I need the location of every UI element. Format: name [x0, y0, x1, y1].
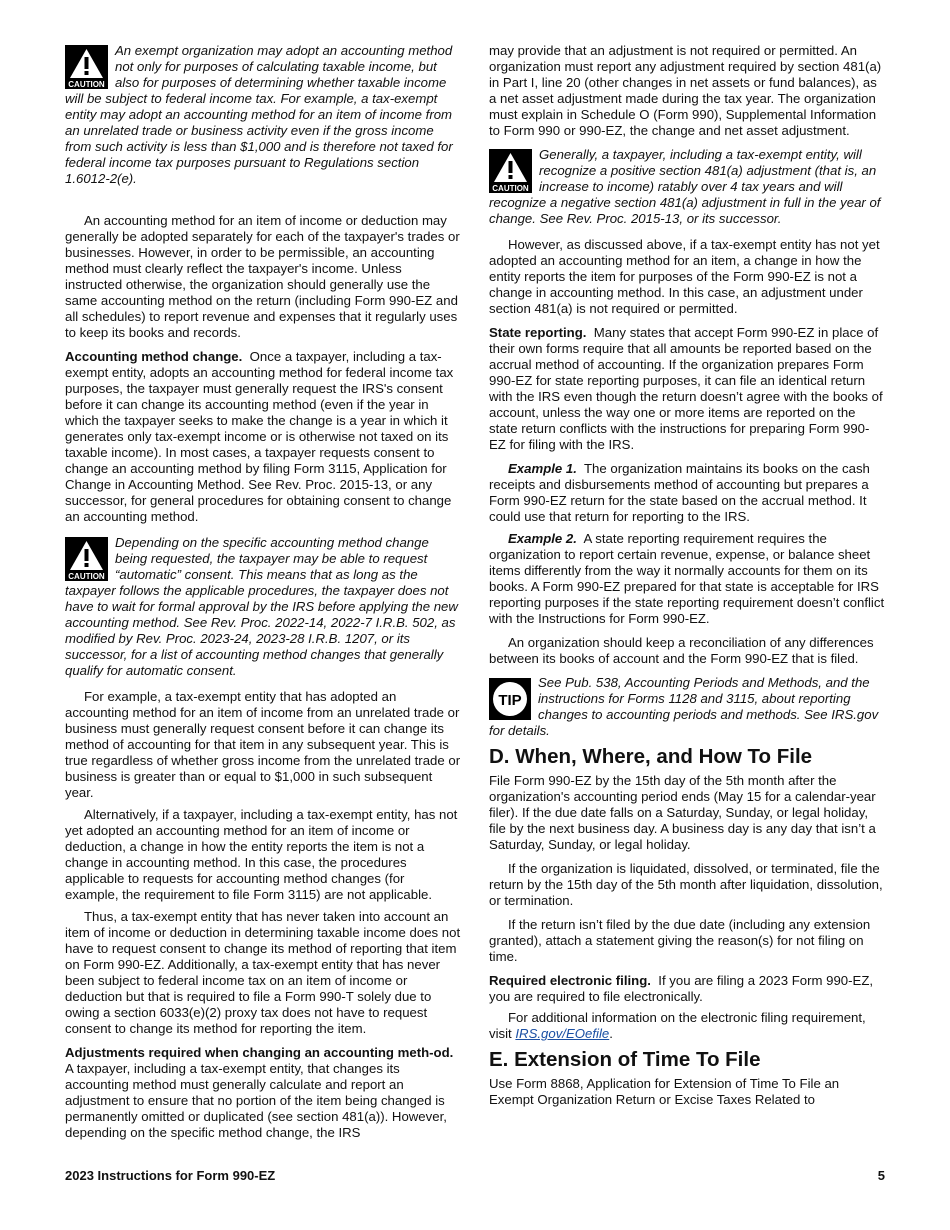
paragraph-body: For additional information on the electronic filing requirement, visit: [489, 1010, 866, 1041]
caution-note: [65, 535, 461, 679]
caution-text: Generally, a taxpayer, including a tax-exempt entity, will recognize a positive section 481(a) adjustment (that is, an increase to income) ratably over 4 tax years and will recognize a negative section 481(a) adjustment in full in the year of change. See Rev. Proc. 2015-13, or its successor.: [489, 147, 881, 226]
paragraph: [489, 461, 885, 525]
paragraph: [489, 531, 885, 627]
period: .: [609, 1026, 613, 1041]
paragraph-body: If you are filing a 2023 Form 990-EZ, you are required to file electronically.: [489, 973, 874, 1004]
paragraph: If the organization is liquidated, dissolved, or terminated, file the return by the 15th day of the 5th month after liquidation, dissolution, or termination.: [489, 861, 883, 908]
caution-text: Depending on the specific accounting method change being requested, the taxpayer may be able to request “automatic” consent. This means that as long as the taxpayer follows the applicable procedures, the taxpayer does not have to wait for formal approval by the IRS before applying the new accounting method. See Rev. Proc. 2022-14, 2022-7 I.R.B. 502, as modified by Rev. Proc. 2023-24, 2023-28 I.R.B. 1207, or its successor, for a list of accounting method changes that generally qualify for automatic consent.: [65, 535, 458, 678]
caution-icon: [65, 45, 108, 89]
tip-note: [489, 675, 885, 739]
paragraph: [489, 973, 885, 1005]
paragraph: Alternatively, if a taxpayer, including a tax-exempt entity, has not yet adopted an accounting method for an item of income or deduction, a change in how the entity reports the item is not a change in accounting method. In this case, the procedures applicable to requests for accounting method changes (for example, the requirement to file Form 3115) are not applicable.: [65, 807, 458, 902]
paragraph-body: A taxpayer, including a tax-exempt entity, that changes its accounting method must generally calculate and report an adjustment to ensure that no portion of the item being changed is permanently omitted or duplicated (see section 481(a)). However, depending on the specific method change, the IRS: [65, 1061, 447, 1140]
paragraph: File Form 990-EZ by the 15th day of the 5th month after the organization's accounting period ends (May 15 for a calendar-year filer). If the due date falls on a Saturday, Sunday, or legal holiday, file by the next business day. A business day is any day that isn’t a Saturday, Sunday, or legal holiday.: [489, 773, 876, 852]
paragraph-body: Many states that accept Form 990-EZ in place of their own forms require that all amounts be reported based on the accrual method of accounting. If the organization prepares Form 990-EZ for state reporting purposes, it can file an identical return with the IRS even though the return doesn’t agree with the books of account, unless the way one or more items are reported on the state return conflicts with the instructions for preparing Form 990-EZ for filing with the IRS.: [489, 325, 883, 452]
right-column: [489, 43, 885, 1108]
caution-icon-label: CAUTION: [68, 80, 105, 89]
tip-icon: [489, 678, 531, 720]
run-in-heading: Accounting method change.: [65, 349, 243, 364]
paragraph: [489, 325, 885, 453]
paragraph: For example, a tax-exempt entity that has adopted an accounting method for an item of income from an unrelated trade or business must generally request consent before it can change its method of accounting for that item in any subsequent year. This is true regardless of whether gross income from the unrelated trade or business is greater than or equal to $1,000 in such subsequent year.: [65, 689, 461, 800]
caution-note: [65, 43, 461, 187]
caution-text: An exempt organization may adopt an accounting method not only for purposes of calculating taxable income, but also for purposes of determining whether taxable income will be subject to federal income tax. For example, a tax-exempt entity may adopt an accounting method for an item of income from an unrelated trade or business activity even if the gross income from such activity is less than $1,000 and is therefore not taxed for federal income tax purposes pursuant to Regulations section 1.6012-2(e).: [65, 43, 453, 186]
paragraph: [65, 1045, 461, 1141]
paragraph: If the return isn’t filed by the due date (including any extension granted), attach a statement giving the reason(s) for not filing on time.: [489, 917, 871, 964]
page-number: 5: [877, 1168, 885, 1183]
paragraph: Thus, a tax-exempt entity that has never taken into account an item of income or deduction in determining taxable income does not have to request consent to change its method of reporting that item on Form 990-EZ. Additionally, a tax-exempt entity that has never been subject to federal income tax on an item of income or deduction but that is required to file a Form 990-T solely due to owing a section 6033(e)(2) proxy tax does not have to request consent to change its method for reporting the item.: [65, 909, 461, 1036]
paragraph: [65, 349, 461, 525]
paragraph: may provide that an adjustment is not required or permitted. An organization must report any adjustment required by section 481(a) in Part I, line 20 (other changes in net assets or fund balances), as a net asset adjustment made during the tax year. The organization must explain in Schedule O (Form 990), Supplemental Information to Form 990 or 990-EZ, the change and net asset adjustment.: [489, 43, 882, 138]
paragraph: An organization should keep a reconciliation of any differences between its books of account and the Form 990-EZ that is filed.: [489, 635, 874, 666]
footer-title: 2023 Instructions for Form 990-EZ: [65, 1168, 276, 1183]
left-column: [65, 43, 461, 1141]
section-heading-d: D. When, Where, and How To File: [489, 745, 813, 768]
run-in-heading: Adjustments required when changing an accounting meth-od.: [65, 1045, 454, 1060]
eo-efile-link[interactable]: IRS.gov/EOefile: [515, 1026, 610, 1041]
run-in-heading: State reporting.: [489, 325, 587, 340]
caution-icon: [489, 149, 532, 193]
tip-text: See Pub. 538, Accounting Periods and Methods, and the instructions for Forms 1128 and 3115, about reporting changes to accounting periods and methods. See IRS.gov for details.: [489, 675, 879, 738]
paragraph: However, as discussed above, if a tax-exempt entity has not yet adopted an accounting method for an item, a change in how the entity reports the item for purposes of the Form 990-EZ is not a change in accounting method. In this case, an adjustment under section 481(a) is not required or permitted.: [489, 237, 880, 316]
caution-icon: [65, 537, 108, 581]
caution-note: [489, 147, 885, 227]
paragraph: An accounting method for an item of income or deduction may generally be adopted separately for each of the taxpayer's trades or businesses. However, in order to be permissible, an accounting method must clearly reflect the taxpayer's income. Unless instructed otherwise, the organization should generally use the same accounting method on the return (including Form 990-EZ and all schedules) to report revenue and expenses that it regularly uses to keep its books and records.: [65, 213, 460, 340]
paragraph: [489, 1010, 885, 1042]
caution-icon-label: CAUTION: [68, 572, 105, 581]
caution-icon-label: CAUTION: [492, 184, 529, 193]
paragraph-body: A state reporting requirement requires the organization to report certain revenue, expense, or balance sheet items differently from the way it normally accounts for them on its books. A Form 990-EZ prepared for that state is acceptable for IRS reporting purposes if the state reporting requirement doesn’t conflict with the Instructions for Form 990-EZ.: [489, 531, 885, 626]
paragraph-body: Once a taxpayer, including a tax-exempt entity, adopts an accounting method for federal income tax purposes, the taxpayer must generally request the IRS's consent before it can change its accounting method (even if the year in which the taxpayer seeks to make the change is a year in which it generates only tax-exempt income or is otherwise not taxed on its taxable income). In most cases, a taxpayer requests consent to change an accounting method by filing Form 3115, Application for Change in Accounting Method. See Rev. Proc. 2015-13, or any successor, for general procedures for obtaining consent to change an accounting method.: [65, 349, 454, 524]
example-label: Example 1.: [508, 461, 577, 476]
paragraph-body: The organization maintains its books on the cash receipts and disbursements method of accounting but prepares a Form 990-EZ return for the state based on the accrual method. It could use that return for reporting to the IRS.: [489, 461, 870, 524]
example-label: Example 2.: [508, 531, 577, 546]
run-in-heading: Required electronic filing.: [489, 973, 651, 988]
paragraph: Use Form 8868, Application for Extension of Time To File an Exempt Organization Return or Excise Taxes Related to: [489, 1076, 840, 1107]
section-heading-e: E. Extension of Time To File: [489, 1048, 761, 1071]
tip-icon-label: TIP: [498, 692, 522, 709]
page-footer: [65, 1168, 885, 1183]
